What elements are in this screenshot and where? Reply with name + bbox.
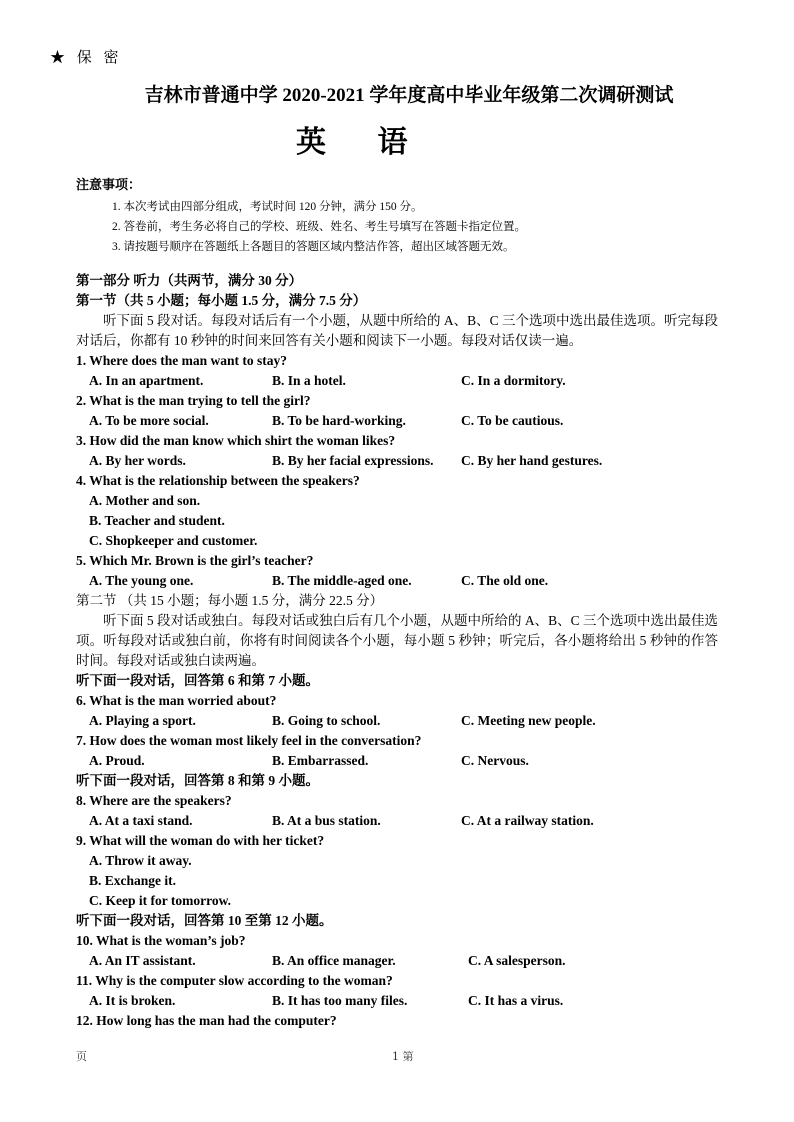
group-instruction-2: 听下面一段对话，回答第 8 和第 9 小题。 (76, 773, 319, 788)
question-12-stem: 12. How long has the man had the computer? (76, 1013, 337, 1028)
section1-instructions: 听下面 5 段对话。每段对话后有一个小题，从题中所给的 A、B、C 三个选项中选出最佳选项。听完每段对话后，你都有 10 秒钟的时间来回答有关小题和阅读下一小题。每段对话仅读一遍。 (76, 313, 719, 348)
option-b: B. At a bus station. (272, 813, 381, 828)
option-b: B. To be hard-working. (272, 413, 406, 428)
group-instruction-1: 听下面一段对话，回答第 6 和第 7 小题。 (76, 673, 319, 688)
question-7-options (76, 751, 718, 771)
option-c: C. At a railway station. (461, 813, 594, 828)
section1-heading: 第一节（共 5 小题；每小题 1.5 分，满分 7.5 分） (76, 293, 367, 308)
option-a: A. Playing a sport. (89, 713, 196, 728)
note-item: 2. 答卷前，考生务必将自己的学校、班级、姓名、考生号填写在答题卡指定位置。 (112, 221, 526, 233)
option-c: C. In a dormitory. (461, 373, 566, 388)
question-1-stem: 1. Where does the man want to stay? (76, 353, 287, 368)
option-a: A. It is broken. (89, 993, 176, 1008)
question-8-stem: 8. Where are the speakers? (76, 793, 232, 808)
option-a: A. Throw it away. (89, 853, 192, 868)
option-b: B. Teacher and student. (89, 513, 225, 528)
question-2-options (76, 411, 718, 431)
option-b: B. It has too many files. (272, 993, 408, 1008)
option-a: A. In an apartment. (89, 373, 204, 388)
question-9-stem: 9. What will the woman do with her ticket? (76, 833, 325, 848)
question-2-stem: 2. What is the man trying to tell the girl? (76, 393, 311, 408)
question-5-stem: 5. Which Mr. Brown is the girl’s teacher? (76, 553, 314, 568)
section2-heading: 第二节 （共 15 小题；每小题 1.5 分，满分 22.5 分） (76, 593, 384, 608)
question-1-options (76, 371, 718, 391)
option-b: B. An office manager. (272, 953, 396, 968)
option-c: C. By her hand gestures. (461, 453, 603, 468)
option-a: A. An IT assistant. (89, 953, 196, 968)
option-c: C. Shopkeeper and customer. (89, 533, 258, 548)
notes-list (76, 197, 526, 257)
question-5-options (76, 571, 718, 591)
option-a: A. By her words. (89, 453, 186, 468)
question-10-stem: 10. What is the woman’s job? (76, 933, 246, 948)
question-10-options (76, 951, 718, 971)
question-3-stem: 3. How did the man know which shirt the woman likes? (76, 433, 396, 448)
question-3-options (76, 451, 718, 471)
question-11-stem: 11. Why is the computer slow according to the woman? (76, 973, 393, 988)
option-a: A. To be more social. (89, 413, 209, 428)
subject-title: 英 语 (296, 126, 430, 159)
option-a: A. At a taxi stand. (89, 813, 193, 828)
option-b: B. Embarrassed. (272, 753, 369, 768)
question-4-stem: 4. What is the relationship between the speakers? (76, 473, 360, 488)
option-a: A. Mother and son. (89, 493, 201, 508)
option-c: C. Nervous. (461, 753, 529, 768)
listening-part (76, 271, 718, 1031)
option-b: B. The middle-aged one. (272, 573, 412, 588)
option-c: C. Meeting new people. (461, 713, 596, 728)
question-6-stem: 6. What is the man worried about? (76, 693, 277, 708)
question-8-options (76, 811, 718, 831)
option-a: A. Proud. (89, 753, 145, 768)
notes-section (76, 174, 526, 257)
option-c: C. Keep it for tomorrow. (89, 893, 231, 908)
option-c: C. A salesperson. (468, 953, 566, 968)
confidential-mark: ★ 保 密 (50, 50, 123, 66)
option-b: B. Going to school. (272, 713, 381, 728)
part1-heading: 第一部分 听力（共两节，满分 30 分） (76, 273, 303, 288)
exam-title: 吉林市普通中学 2020-2021 学年度高中毕业年级第二次调研测试 (144, 85, 674, 106)
option-b: B. By her facial expressions. (272, 453, 434, 468)
option-b: B. In a hotel. (272, 373, 346, 388)
question-11-options (76, 991, 718, 1011)
footer-page-number: 1 第 (392, 1050, 414, 1063)
note-item: 1. 本次考试由四部分组成，考试时间 120 分钟，满分 150 分。 (112, 201, 423, 213)
option-b: B. Exchange it. (89, 873, 177, 888)
section2-instructions: 听下面 5 段对话或独白。每段对话或独白后有几个小题，从题中所给的 A、B、C 三个选项中选出最佳选项。听每段对话或独白前，你将有时间阅读各个小题，每小题 5 秒钟；听完后，各小题将给出 5 秒钟的作答时间。每段对话或独白读两遍。 (76, 613, 719, 668)
question-6-options (76, 711, 718, 731)
question-7-stem: 7. How does the woman most likely feel in the conversation? (76, 733, 422, 748)
notes-heading: 注意事项： (76, 177, 142, 192)
option-c: C. It has a virus. (468, 993, 564, 1008)
note-item: 3. 请按题号顺序在答题纸上各题目的答题区域内整洁作答，超出区域答题无效。 (112, 241, 515, 253)
group-instruction-3: 听下面一段对话，回答第 10 至第 12 小题。 (76, 913, 333, 928)
option-c: C. To be cautious. (461, 413, 564, 428)
footer-left: 页 (76, 1050, 87, 1063)
option-a: A. The young one. (89, 573, 194, 588)
option-c: C. The old one. (461, 573, 549, 588)
